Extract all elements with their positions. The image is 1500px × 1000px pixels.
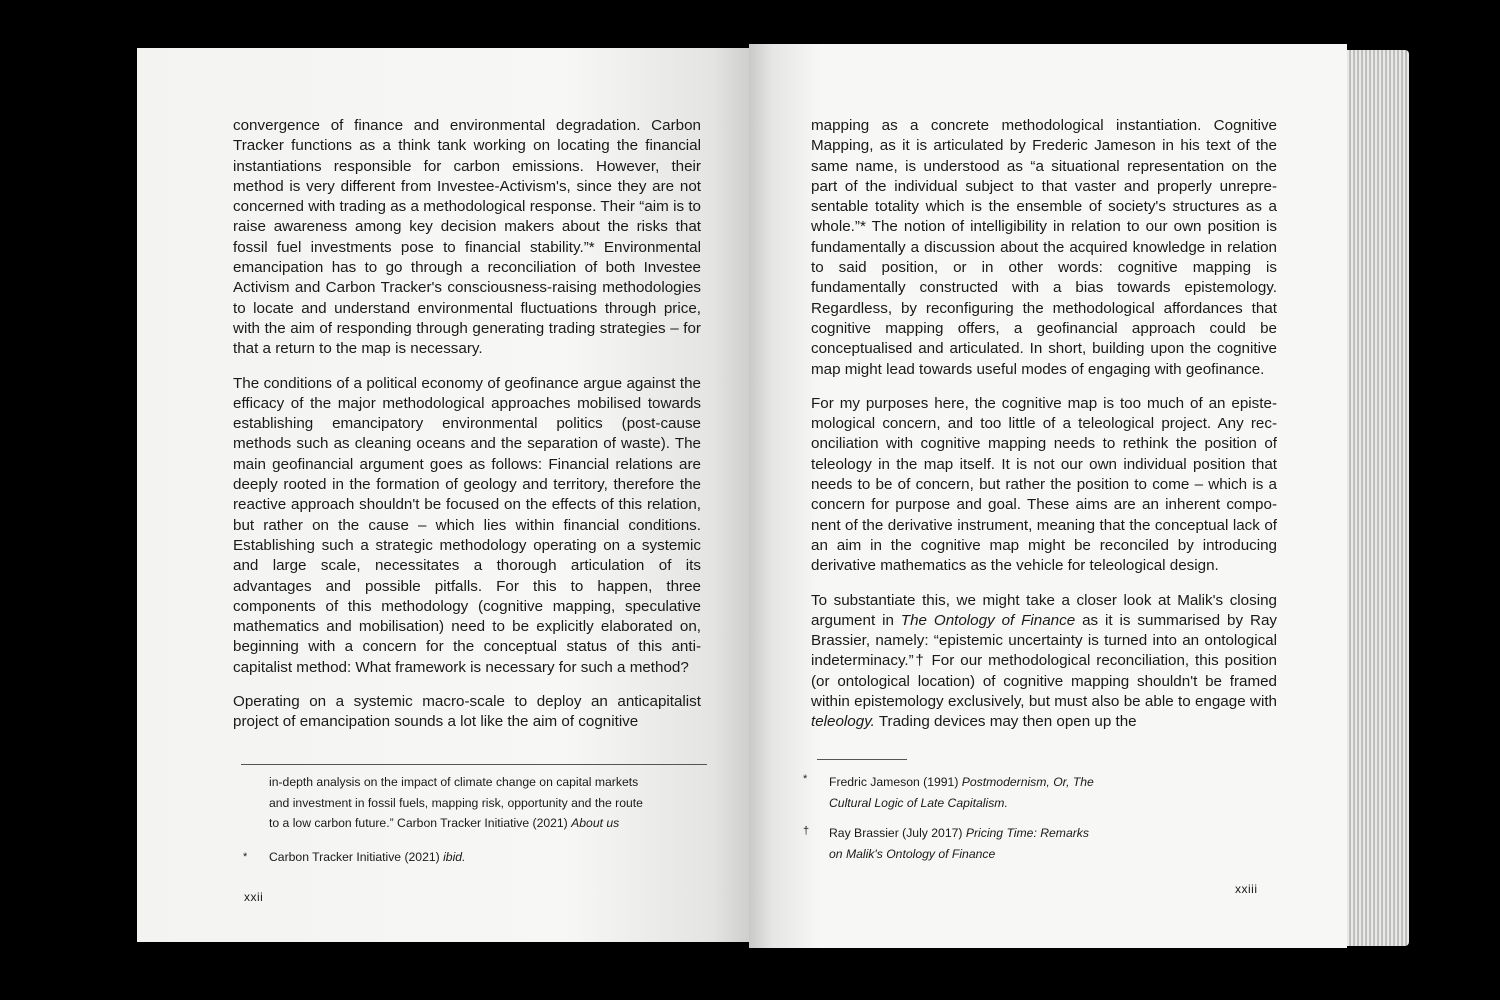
right-body-text [811,116,1277,747]
paragraph [811,591,1277,733]
footnote [829,823,1229,864]
footnote-divider [241,764,707,765]
paragraph: convergence of finance and environmental degradation. Carbon Tracker functions as a think tank working on locating the financial instantiations responsible for carbon emissions. However, their method is very different from Investee-Activism's, since they are not concerned with trading as a methodological response. Their “aim is to raise awareness among key decision makers about the risks that fossil fuel investments pose to financial stability.”* Environmental emancipation has to go through a reconciliation of both Investee Activism and Carbon Tracker's consciousness-raising methodologies to locate and understand environmental fluctuations through price, with the aim of responding through generating trading strategies – for that a return to the map is necessary. [233,117,701,358]
footnote-text: Carbon Tracker Initiative (2021) [269,850,440,864]
right-page [749,44,1347,948]
footnote-line [829,844,1229,865]
page-number: xxii [244,890,264,904]
emphasis: teleology. [811,713,875,731]
paragraph-text: Trading devices may then open up the [874,713,1137,731]
footnote-line [269,813,709,834]
footnote-line [829,823,1229,844]
paragraph: mapping as a concrete methodological instantiation. Cognitive Mapping, as it is articulated by Frederic Jameson in his text of the same name, is understood as “a situational representation on the part of the individual subject to that vaster and properly unrepresentable totality which is the ensemble of society's structures as a whole.”* The notion of intelligibility in relation to our own position is fundamentally a discussion about the acquired knowledge in relation to said position, or in other words: cognitive mapping is fundamentally constructed with a bias towards epistemology. Regardless, by reconfiguring the methodological affordances that cognitive mapping offers, a geofinancial approach could be conceptualised and articulated. In short, building upon the cognitive map might lead towards useful modes of engaging with geofinance. [811,117,1277,378]
footnote-title: About us [571,816,620,830]
footnote-line: in-depth analysis on the impact of climate change on capital markets [269,775,639,789]
paragraph-text: To substantiate this, we might take a closer look at Malik's closing argument in [811,591,1277,629]
book-title: The Ontology of Finance [900,611,1076,629]
footnote [269,847,709,868]
footnote-title: Postmodernism, Or, The [961,775,1094,789]
footnote-divider [817,759,907,760]
footnote-line: and investment in fossil fuels, mapping risk, opportunity and the route [269,795,643,810]
page-block-edge [1347,50,1409,946]
footnote-title: Pricing Time: Remarks [965,826,1089,840]
footnote-author: Ray Brassier (July 2017) [829,826,963,840]
page-number: xxiii [1235,882,1258,896]
footnote-author: Fredric Jameson (1991) [829,775,959,789]
footnote-line [829,793,1229,814]
footnote-title: on Malik's Ontology of Finance [829,846,996,861]
footnote-mark: * [243,851,248,863]
paragraph: For my purposes here, the cognitive map is too much of an epistemological concern, and too little of a teleological project. Any reconciliation with cognitive mapping needs to rethink the position of teleology in the map itself. It is not our own individual position that needs to be of concern, but rather the position to come – which is a concern for purpose and goal. These aims are an inherent component of the derivative instrument, meaning that the conceptual lack of an aim in the cognitive map might be reconciled by introducing derivative mathematics as the vehicle for teleological design. [811,394,1277,575]
paragraph-text: as it is summarised by Ray Brassier, namely: “epistemic uncertainty is turned into an ontological indeterminacy.”† For our methodological reconciliation, this position (or ontological location) of cognitive mapping shouldn't be framed within epistemology exclusively, but must also be able to engage with [811,611,1277,711]
paragraph: Operating on a systemic macro-scale to deploy an anticapitalist project of emancipation sounds a lot like the aim of cognitive [233,693,701,731]
footnote [829,772,1229,813]
footnote-line [829,772,1229,793]
footnote-mark: * [803,773,808,785]
left-page [137,48,749,942]
footnote-continued [269,772,709,834]
left-body-text [233,116,701,747]
footnote-title: ibid. [443,850,466,864]
footnote-title: Cultural Logic of Late Capitalism. [829,795,1008,810]
paragraph: The conditions of a political economy of geofinance argue against the efficacy of the major methodological approaches mobilised towards establishing emancipatory environmental politics (post-cause methods such as cleaning oceans and the separation of waste). The main geofinancial argument goes as follows: Financial relations are deeply rooted in the formation of geology and territory, therefore the reactive approach shouldn't be focused on the effects of this relation, but rather on the cause – which lies within financial conditions. Establishing such a strategic methodology operating on a systemic and large scale, necessitates a thorough articulation of its advantages and possible pitfalls. For this to happen, three components of this methodology (cognitive mapping, speculative mathematics and mobilisation) need to be explicitly elaborated on, beginning with a concern for the conceptual status of this anti-capitalist method: What framework is necessary for such a method? [233,374,701,676]
footnote-line-text: to a low carbon future.” Carbon Tracker Initiative (2021) [269,816,568,830]
footnote-mark: † [803,825,810,837]
